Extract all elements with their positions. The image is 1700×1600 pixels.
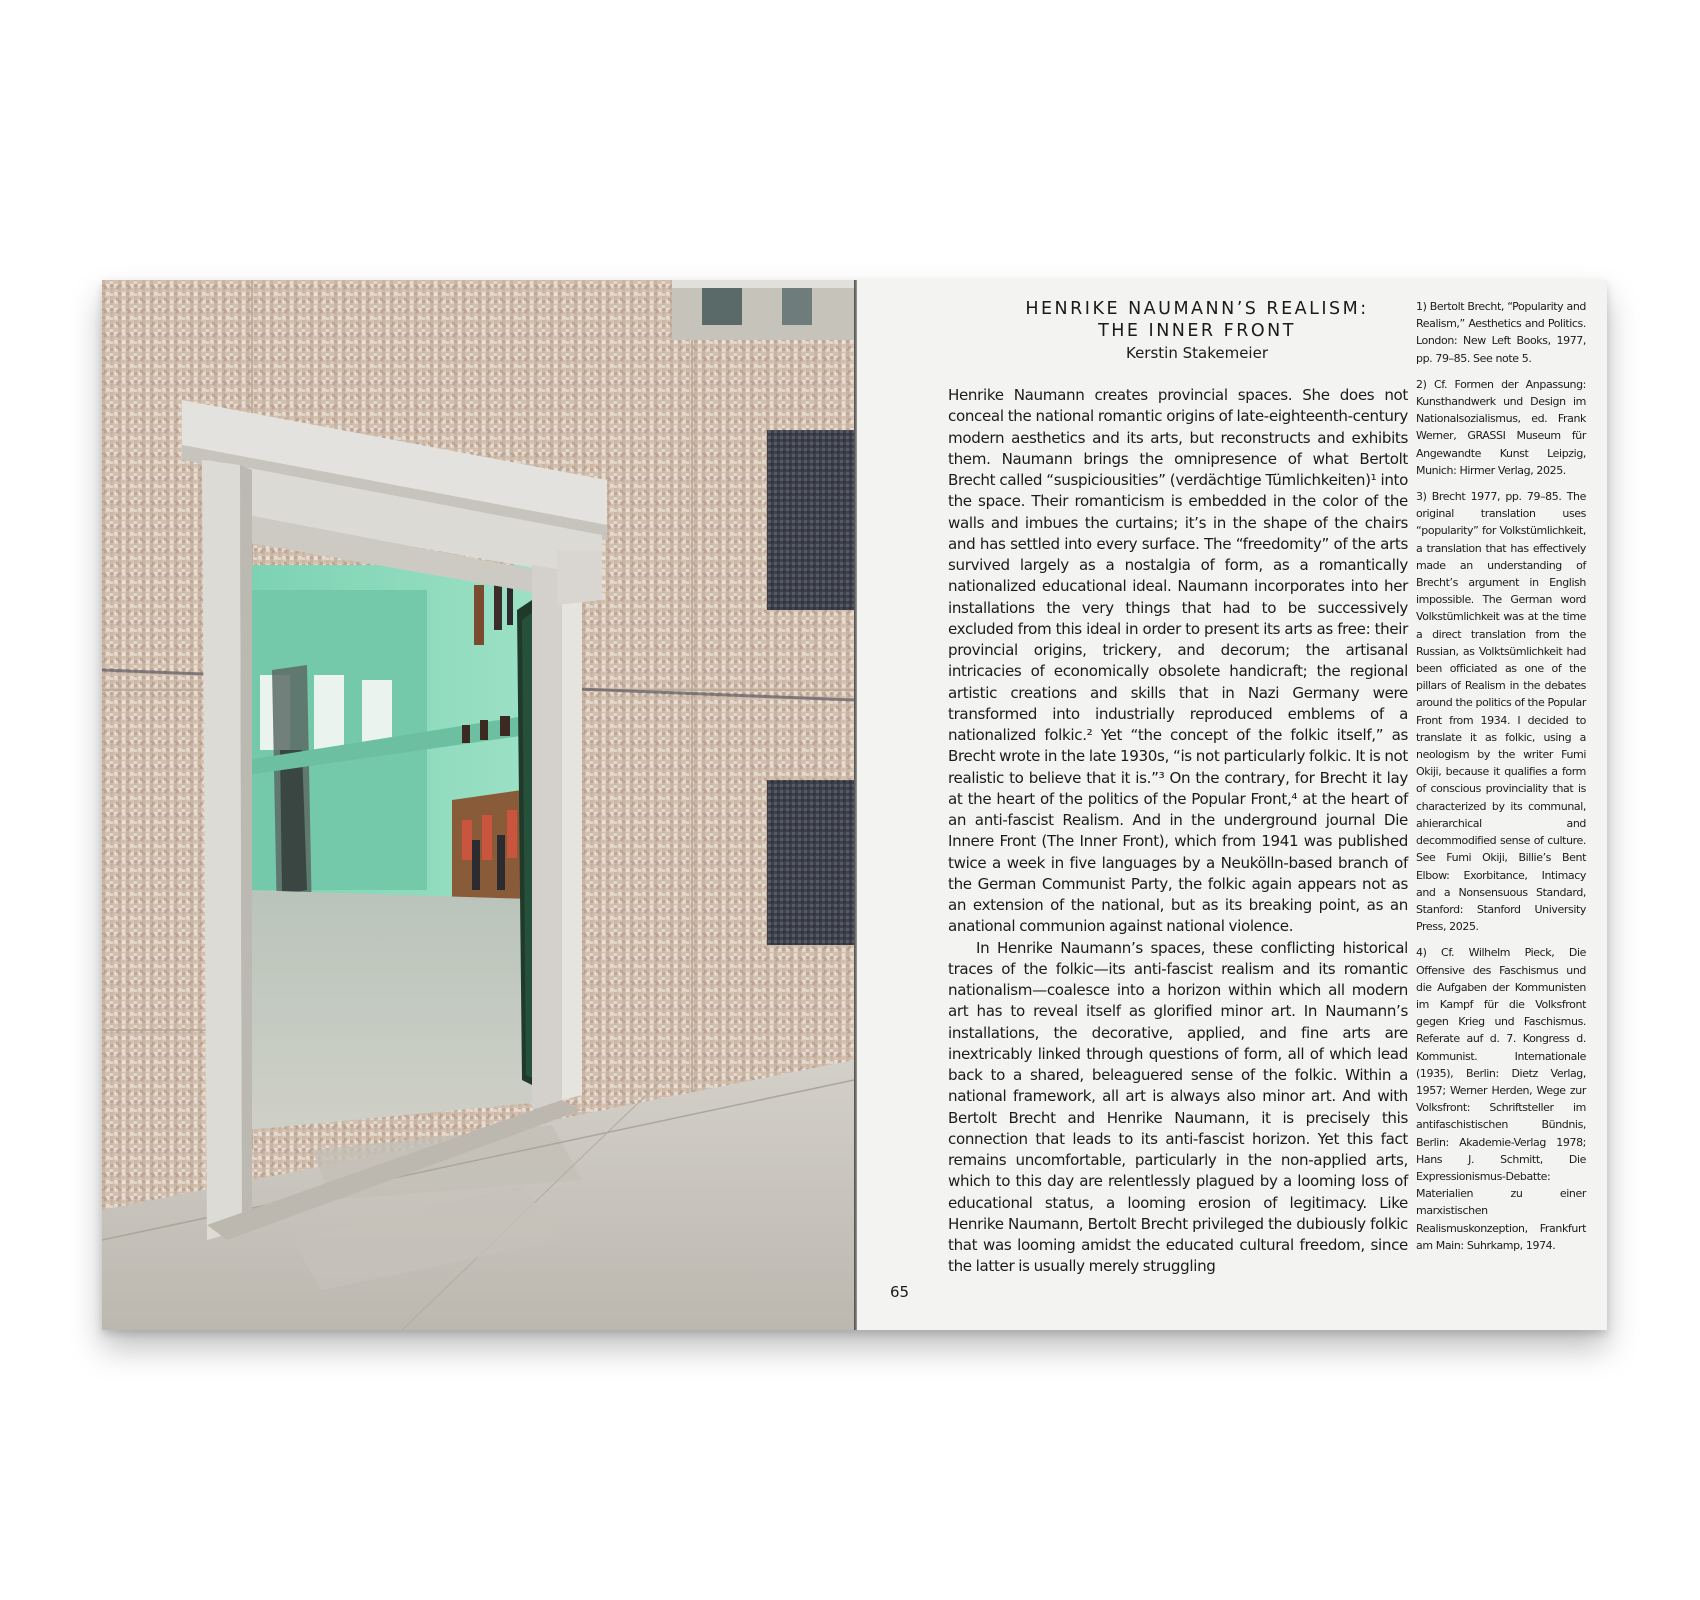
footnotes-column xyxy=(1416,298,1586,1263)
text-page xyxy=(857,280,1607,1330)
body-paragraph-2: In Henrike Naumann’s spaces, these conflicting historical traces of the folkic—its anti-fascist realism and its romantic nationalism—coalesce into a horizon within which all modern art has to reveal itself as glorified minor art. In Naumann’s installations, the decorative, applied, and fine arts are inextricably linked through questions of form, all of which lead back to a shared, beleaguered sense of the folkic. Within a national framework, all art is always also minor art. And with Bertolt Brecht and Henrike Naumann, it is precisely this connection that leads to its anti-fascist horizon. Yet this fact remains uncomfortable, particularly in the non-applied arts, which to this day are relentlessly plagued by a looming loss of educational status, a looming erosion of legitimacy. Like Henrike Naumann, Bertolt Brecht privileged the dubiously folkic that was looming amidst the educated cultural freedom, since the latter is usually merely struggling xyxy=(948,938,1408,1276)
article-title-line-2: THE INNER FRONT xyxy=(1098,321,1296,341)
article-header xyxy=(1007,298,1387,364)
photo-illustration xyxy=(102,280,854,1330)
footnote: 2) Cf. Formen der Anpassung: Kunsthandwerk und Design im Nationalsozialismus, ed. Frank Werner, GRASSI Museum für Angewandte Kunst Leipzig, Munich: Hirmer Verlag, 2025. xyxy=(1416,377,1586,477)
book-spread xyxy=(102,280,1607,1330)
body-paragraph-1: Henrike Naumann creates provincial spaces. She does not conceal the national romantic origins of late-eighteenth-century modern aesthetics and its arts, but reconstructs and exhibits them. Naumann brings the omnipresence of what Bertolt Brecht called “suspiciousities” (verdächtige Tümlichkeiten)¹ into the space. Their romanticism is embedded in the color of the walls and imbues the curtains; it’s in the shape of the chairs and has settled into every surface. The “freedomity” of the arts survived largely as a nostalgia of form, as a romantically nationalized educational ideal. Naumann incorporates into her installations the very things that had to be successively excluded from this ideal in order to present its arts as free: their provincial origins, trickery, and decorum; the artisanal intricacies of economically obsolete handicraft; the regional artistic creations and skills that in Nazi Germany were transformed into industrially reproduced emblems of a nationalized folkic.² Yet “the concept of the folkic itself,” as Brecht wrote in the late 1930s, “is not particularly folkic. It is not realistic to believe that it is.”³ On the contrary, for Brecht it lay at the heart of the politics of the Popular Front,⁴ at the heart of an anti-fascist Realism. And in the underground journal Die Innere Front (The Inner Front), which from 1941 was published twice a week in five languages by a Neukölln-based branch of the German Communist Party, the folkic again appears not as an extension of the national, but as its breaking point, as an anational communion against national violence. xyxy=(948,386,1408,936)
article-body xyxy=(948,385,1408,1278)
page-number: 65 xyxy=(890,1283,910,1301)
footnote: 3) Brecht 1977, pp. 79–85. The original translation uses “popularity” for Volkstümlichkeit, a translation that has effectively made an understanding of Brecht’s argument in English impossible. The German word Volkstümlichkeit was at the time a direct translation from the Russian, as Volktsümlichkeit had been officiated as one of the pillars of Realism in the debates around the politics of the Popular Front from 1934. I decided to translate it as folkic, using a neologism by the writer Fumi Okiji, because it qualifies a form of conscious provinciality that is characterized by its communal, ahierarchical and decommodified sense of culture. See Fumi Okiji, Billie’s Bent Elbow: Exorbitance, Intimacy and a Nonsensuous Standard, Stanford: Stanford University Press, 2025. xyxy=(1416,490,1586,934)
article-title-line-1: HENRIKE NAUMANN’S REALISM: xyxy=(1025,299,1369,319)
exhibition-photograph xyxy=(102,280,854,1330)
footnote: 1) Bertolt Brecht, “Popularity and Realism,” Aesthetics and Politics. London: New Left Books, 1977, pp. 79–85. See note 5. xyxy=(1416,300,1586,365)
article-author: Kerstin Stakemeier xyxy=(1125,344,1268,362)
footnote: 4) Cf. Wilhelm Pieck, Die Offensive des Faschismus und die Aufgaben der Kommunisten im Kampf für die Volksfront gegen Krieg und Faschismus. Referate auf d. 7. Kongress d. Kommunist. Internationale (1935), Berlin: Dietz Verlag, 1957; Werner Herden, Wege zur Volksfront: Schriftsteller im antifaschistischen Bündnis, Berlin: Akademie-Verlag 1978; Hans J. Schmitt, Die Expressionismus-Debatte: Materialien zu einer marxistischen Realismuskonzeption, Frankfurt am Main: Suhrkamp, 1974. xyxy=(1416,946,1586,1252)
